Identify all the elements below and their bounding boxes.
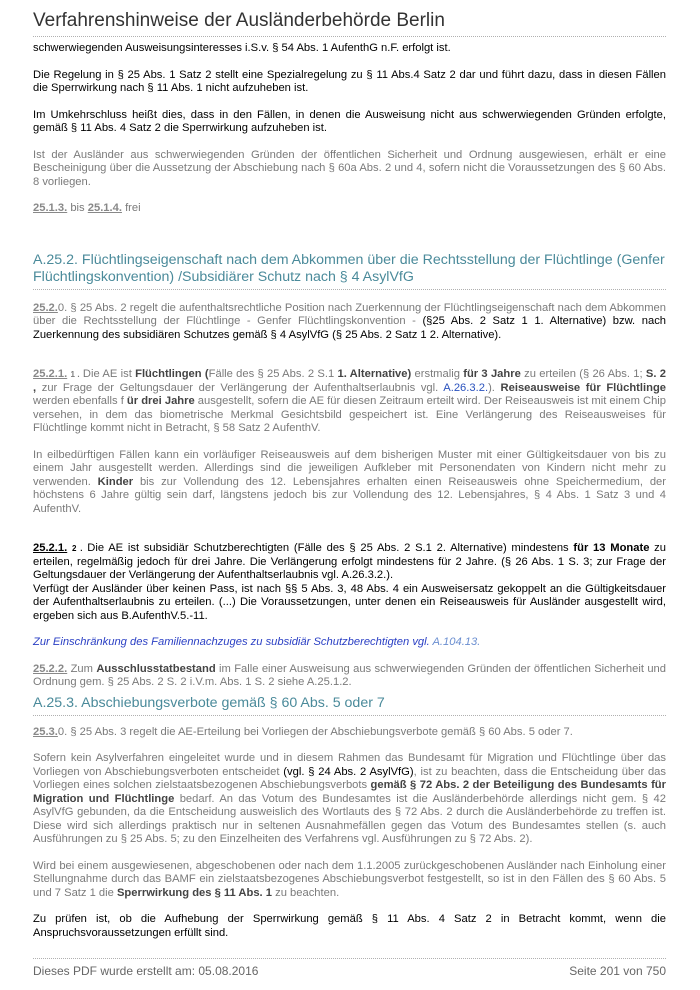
paragraph: In eilbedürftigen Fällen kann ein vorläufiger Reiseausweis auf dem bisherigen Muster mit einer Gültigkeitsdauer von bis zu einem Jahr ausgestellt werden. Allerdings sind die jeweiligen Aufkleber mit Personendaten von Kindern nicht mehr zu verwenden. Kinder bis zur Vollendung des 12. Lebensjahres erhalten einen Reiseausweis ohne Speichermedium, der höchstens 6 Jahre gültig sein darf, längstens jedoch bis zur Vollendung des 12. Lebensjahres, § 4 Abs. 1 Satz 3 und 4 AufenthV.: [33, 448, 666, 515]
paragraph: 25.2.1. 1 . Die AE ist Flüchtlingen (Fälle des § 25 Abs. 2 S.1 1. Alternative) erstmalig für 3 Jahre zu erteilen (§ 26 Abs. 1; S. 2 , zur Frage der Geltungsdauer der Verlängerung der Aufenthaltserlaubnis vgl. A.26.3.2.). Reiseausweise für Flüchtlinge werden ebenfalls f ür drei Jahre ausgestellt, sofern die AE für diesen Zeitraum erteilt wird. Der Reiseausweis ist mit einem Chip versehen, in dem das biometrische Merkmal Gesichtsbild gespeichert ist. Eine Verlängerung des Reiseausweises für Flüchtlinge kommt nicht in Betracht, § 58 Satz 2 AufenthV.: [33, 368, 667, 434]
section-heading: A.25.2. Flüchtlingseigenschaft nach dem Abkommen über die Rechtsstellung der Flüchtlinge (Genfer Flüchtlingskonvention) /Subsidiärer Schutz nach § 4 AsylVfG: [33, 251, 665, 285]
section-heading-a252: [33, 252, 666, 290]
footer-created-date: Dieses PDF wurde erstellt am: 05.08.2016: [33, 964, 259, 978]
paragraph: Im Umkehrschluss heißt dies, dass in den Fällen, in denen die Ausweisung nicht aus schwerwiegenden Gründen erfolgte, gemäß § 11 Abs. 4 Satz 2 die Sperrwirkung aufzuheben ist.: [33, 108, 666, 134]
section-link[interactable]: 25.1.4.: [87, 202, 122, 214]
footer-divider: [33, 958, 666, 959]
cross-ref-link[interactable]: A.104.13.: [432, 636, 481, 648]
paragraph: schwerwiegenden Ausweisungsinteresses i.S.v. § 54 Abs. 1 AufenthG n.F. erfolgt ist.: [33, 42, 451, 54]
section-ref[interactable]: 25.3.: [33, 725, 58, 738]
section-heading: A.25.3. Abschiebungsverbote gemäß § 60 Abs. 5 oder 7: [33, 694, 385, 711]
section-ref[interactable]: 25.2.1.: [33, 542, 68, 554]
section-heading-a253: [33, 695, 666, 716]
document-body: [33, 42, 666, 940]
page-footer: [33, 964, 666, 978]
page-header-title: Verfahrenshinweise der Ausländerbehörde Berlin: [33, 10, 445, 31]
section-ref[interactable]: 25.2.: [33, 301, 58, 314]
paragraph: Die Regelung in § 25 Abs. 1 Satz 2 stellt eine Spezialregelung zu § 11 Abs.4 Satz 2 dar und führt dazu, dass in diesen Fällen die Sperrwirkung nach § 11 Abs. 1 nicht aufzuheben ist.: [33, 68, 666, 94]
section-ref[interactable]: 25.2.1.: [33, 368, 68, 380]
paragraph: Zu prüfen ist, ob die Aufhebung der Sperrwirkung gemäß § 11 Abs. 4 Satz 2 in Betracht kommt, wenn die Anspruchsvoraussetzungen erfüllt sind.: [33, 913, 666, 939]
heading-divider: [33, 715, 666, 716]
section-link[interactable]: 25.1.3.: [33, 202, 68, 214]
paragraph: 25.2.1. 2 . Die AE ist subsidiär Schutzberechtigten (Fälle des § 25 Abs. 2 S.1 2. Alternative) mindestens für 13 Monate zu erteilen, regelmäßig jedoch für drei Jahre. Die Verlängerung erfolgt mindestens für 2 Jahre. (§ 26 Abs. 1 S. 3; zur Frage der Geltungsdauer der Verlängerung der Aufenthaltserlaubnis vgl. A.26.3.2.). Verfügt der Ausländer über keinen Pass, ist nach §§ 5 Abs. 3, 48 Abs. 4 ein Ausweisersatz gekoppelt an die Gültigkeitsdauer der Aufenthaltserlaubnis zu erteilen. (...) Die Voraussetzungen, unter denen ein Reiseausweis für Ausländer ausgestellt wird, ergeben sich aus B.AufenthV.5.-11.: [33, 542, 666, 622]
paragraph: 25.3.0. § 25 Abs. 3 regelt die AE-Erteilung bei Vorliegen der Abschiebungsverbote gemäß § 60 Abs. 5 oder 7.: [33, 725, 573, 738]
header-divider: [33, 36, 666, 37]
section-ref[interactable]: 25.2.2.: [33, 662, 68, 675]
paragraph: 25.2.2. Zum Ausschlusstatbestand im Falle einer Ausweisung aus schwerwiegenden Gründen der öffentlichen Sicherheit und Ordnung gem. § 25 Abs. 2 S. 2 i.V.m. Abs. 1 S. 2 siehe A.25.1.2.: [33, 662, 666, 688]
paragraph: Ist der Ausländer aus schwerwiegenden Gründen der öffentlichen Sicherheit und Ordnung ausgewiesen, erhält er eine Bescheinigung über die Aussetzung der Abschiebung nach § 60a Abs. 2 und 4, sofern nicht die Voraussetzungen des § 60 Abs. 8 vorliegen.: [33, 148, 666, 188]
footer-page-number: Seite 201 von 750: [569, 964, 666, 978]
cross-ref-link[interactable]: A.26.3.2.: [443, 381, 489, 394]
heading-divider: [33, 289, 666, 290]
paragraph: 25.2.0. § 25 Abs. 2 regelt die aufenthaltsrechtliche Position nach Zuerkennung der Flüchtlingseigenschaft nach dem Abkommen über die Rechtsstellung der Flüchtlinge - Genfer Flüchtlingskonvention - (§25 Abs. 2 Satz 1 1. Alternative) bzw. nach Zuerkennung des subsidiären Schutzes gemäß § 4 AsylVfG (§ 25 Abs. 2 Satz 1 2. Alternative).: [33, 301, 667, 341]
paragraph: Wird bei einem ausgewiesenen, abgeschobenen oder nach dem 1.1.2005 zurückgeschobenen Ausländer nach Einholung einer Stellungnahme durch das BAMF ein zielstaatsbezogenes Abschiebungsverbot festgestellt, so ist in den Fällen des § 60 Abs. 5 und 7 Satz 1 die Sperrwirkung des § 11 Abs. 1 zu beachten.: [33, 859, 666, 899]
paragraph: 25.1.3. bis 25.1.4. frei: [33, 202, 141, 214]
paragraph: Sofern kein Asylverfahren eingeleitet wurde und in diesem Rahmen das Bundesamt für Migration und Flüchtlinge über das Vorliegen von Abschiebungsverboten entscheidet (vgl. § 24 Abs. 2 AsylVfG), ist zu beachten, dass die Entscheidung über das Vorliegen eines solchen zielstaatsbezogenen Abschiebungsverbots gemäß § 72 Abs. 2 der Beteiligung des Bundesamts für Migration und Flüchtlinge bedarf. An das Votum des Bundesamtes ist die Ausländerbehörde allerdings nicht gem. § 42 AsylVfG gebunden, da die Entscheidung ausweislich des Wortlauts des § 72 Abs. 2 durch die Ausländerbehörde zu treffen ist. Diese wird sich allerdings praktisch nur in seltenen Ausnahmefällen gegen das Votum des Bundesamtes stellen (s. auch Ausführungen zu § 25 Abs. 5; zu den Einzelheiten des Verfahrens vgl. Ausführungen zu § 72 Abs. 2).: [33, 752, 666, 845]
paragraph: Zur Einschränkung des Familiennachzuges zu subsidiär Schutzberechtigten vgl. A.104.13.: [33, 636, 481, 648]
